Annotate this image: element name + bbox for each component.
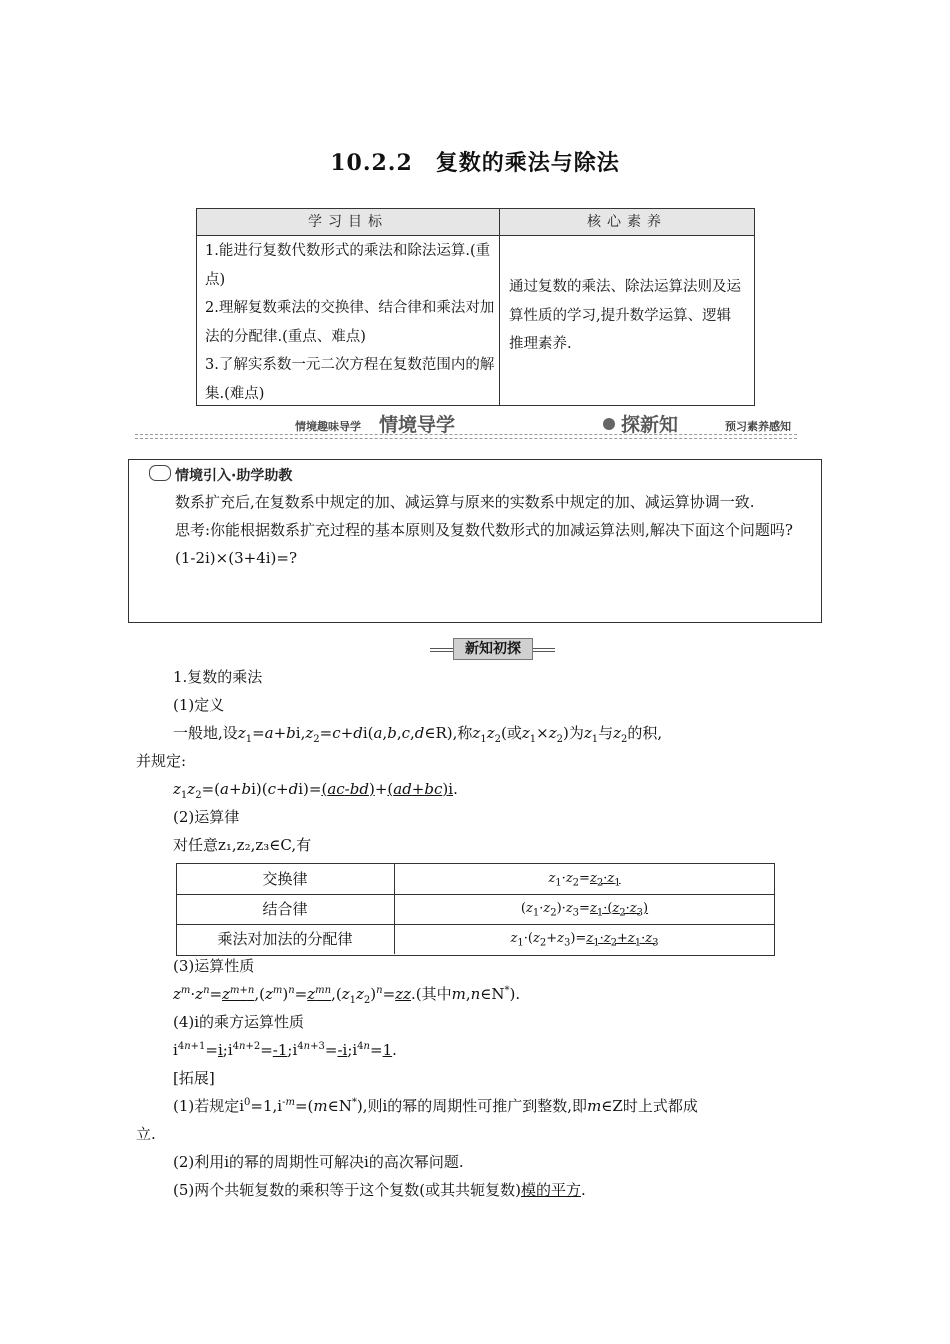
definition-text: 一般地,设$z_1=a+bi,z_2=c+di(a,b,c,d\in R)$,称$z_1z_2$(或$z_1\times z_2$)为$z_1$与$z_2$的积, 并规定:	[136, 724, 663, 770]
product-formula: $z_1z_2=(a+bi)(c+di)=(ac-bd)+(ad+bc)i$.	[173, 780, 458, 801]
laws-table	[176, 863, 775, 956]
heading-i-powers: (4)i的乘方运算性质	[173, 1013, 305, 1031]
heading-laws: (2)运算律	[173, 808, 240, 826]
goals-list	[205, 237, 495, 408]
extension-label: [拓展]	[173, 1069, 215, 1087]
goal-item: 1.能进行复数代数形式的乘法和除法运算.(重点)	[205, 243, 491, 288]
banner-dot-icon	[603, 418, 615, 430]
goals-header-right: 核心素养	[500, 209, 754, 236]
banner-main-2: 探新知	[621, 414, 679, 436]
banner-main-1: 情境导学	[379, 414, 456, 436]
extension-item-1: (1)若规定$i^0=1,i^{-m}=(m\in N^*)$,则i的幂的周期性可推广到整数,即m∈Z时上式都成 立.	[136, 1097, 698, 1143]
core-literacy-text: 通过复数的乘法、除法运算法则及运算性质的学习,提升数学运算、逻辑推理素养.	[509, 279, 741, 352]
table-row	[177, 894, 774, 925]
section-banner	[135, 408, 797, 442]
banner-left-text: 情境趣味导学	[295, 420, 361, 433]
law-name: 乘法对加法的分配律	[217, 930, 353, 948]
law-formula: $(z_1\cdot z_2)\cdot z_3=z_1\cdot(z_2\cdot z_3)$	[394, 894, 774, 924]
law-formula: $z_1\cdot(z_2+z_3)=z_1\cdot z_2+z_1\cdot z_3$	[394, 924, 774, 954]
goal-item: 2.理解复数乘法的交换律、结合律和乘法对加法的分配律.(重点、难点)	[205, 300, 495, 345]
banner-right-text: 预习素养感知	[725, 420, 791, 433]
intro-paragraph: 数系扩充后,在复数系中规定的加、减运算与原来的实数系中规定的加、减运算协调一致.	[175, 493, 755, 511]
i-powers-formula: $i^{4n+1}=i;i^{4n+2}=-1;i^{4n+3}=-i;i^{4n}=1$.	[173, 1041, 397, 1059]
law-name: 交换律	[262, 870, 308, 888]
section-tag	[430, 641, 555, 657]
intro-expression: (1-2i)×(3+4i)=?	[175, 549, 297, 567]
law-name: 结合律	[262, 900, 308, 918]
heading-multiplication: 1.复数的乘法	[173, 668, 263, 686]
heading-properties: (3)运算性质	[173, 957, 255, 975]
section-tag-label: 新知初探	[453, 638, 533, 660]
heading-definition: (1)定义	[173, 696, 225, 714]
goals-table	[196, 208, 755, 406]
law-formula: $z_1\cdot z_2=z_2\cdot z_1$	[394, 864, 774, 894]
extension-item-2: (2)利用i的幂的周期性可解决i的高次幂问题.	[173, 1153, 464, 1171]
goals-header-left: 学习目标	[197, 209, 499, 236]
extension-item-5: (5)两个共轭复数的乘积等于这个复数(或其共轭复数)模的平方.	[173, 1181, 586, 1199]
intro-question: 思考:你能根据数系扩充过程的基本原则及复数代数形式的加减运算法则,解决下面这个问题吗?	[175, 521, 793, 539]
power-properties: $z^m\cdot z^n=z^{m+n},(z^m)^n=z^{mn},(z_1z_2)^n=zz$.(其中m,n∈N*).	[173, 985, 521, 1006]
handshake-icon	[149, 465, 171, 481]
page-title: 10.2.2 复数的乘法与除法	[330, 150, 620, 176]
laws-intro: 对任意z₁,z₂,z₃∈C,有	[173, 836, 312, 854]
intro-heading: 情境引入·助学助教	[175, 468, 293, 484]
table-row	[177, 924, 774, 954]
intro-box	[128, 459, 822, 623]
table-row	[177, 864, 774, 895]
goal-item: 3.了解实系数一元二次方程在复数范围内的解集.(难点)	[205, 357, 495, 402]
